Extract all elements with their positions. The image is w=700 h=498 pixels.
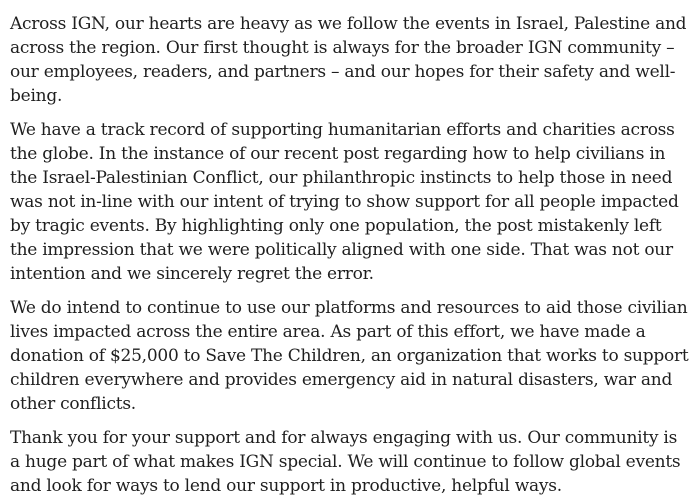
statement-paragraph-4: Thank you for your support and for always engaging with us. Our community is a huge part of what makes IGN special. We will continue to follow global events and look for ways to lend our support in productive, helpful ways. <box>10 428 681 496</box>
statement-paragraph-1: Across IGN, our hearts are heavy as we follow the events in Israel, Palestine and across the region. Our first thought is always for the broader IGN community – our employees, readers, and partners – and our hopes for their safety and well-being. <box>10 14 687 106</box>
statement-paragraph-2: We have a track record of supporting humanitarian efforts and charities across the globe. In the instance of our recent post regarding how to help civilians in the Israel-Palestinian Conflict, our philanthropic instincts to help those in need was not in-line with our intent of trying to show support for all people impacted by tragic events. By highlighting only one population, the post mistakenly left the impression that we were politically aligned with one side. That was not our intention and we sincerely regret the error. <box>10 120 679 284</box>
statement-paragraph-3: We do intend to continue to use our platforms and resources to aid those civilian lives impacted across the entire area. As part of this effort, we have made a donation of $25,000 to Save The Children, an organization that works to support children everywhere and provides emergency aid in natural disasters, war and other conflicts. <box>10 298 689 414</box>
